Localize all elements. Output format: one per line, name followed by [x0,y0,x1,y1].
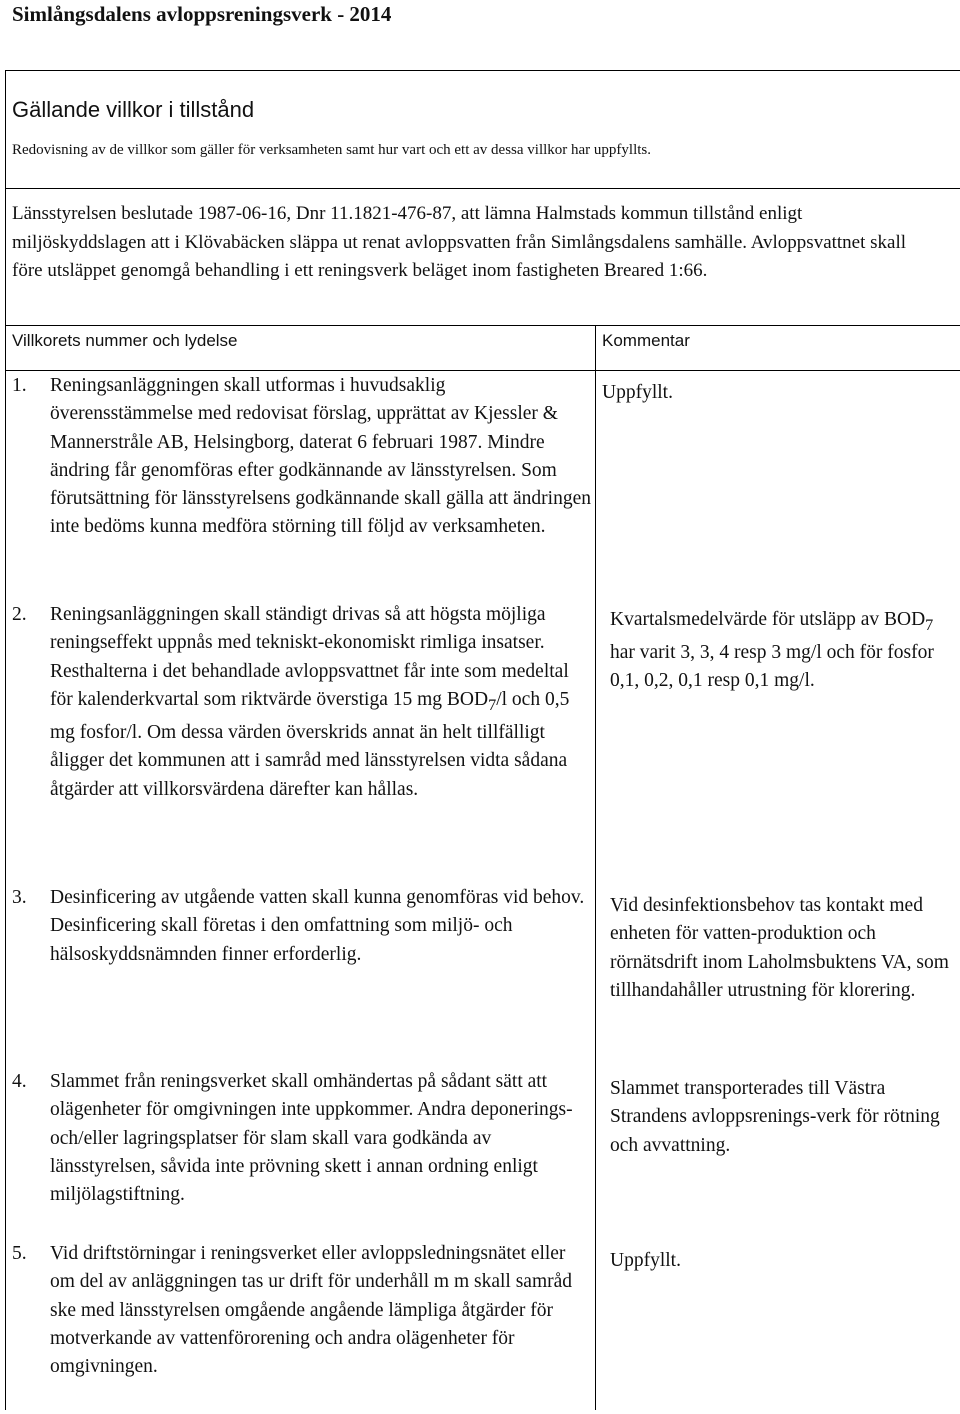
condition-4 [12,1068,592,1209]
comment-2 [610,606,955,696]
condition-text: Vid driftstörningar i reningsverket eller avloppsledningsnätet eller om del av anläggningen tas ur drift för underhåll m m skall samråd ske med länsstyrelsen omgående angående lämpliga åtgärder för motverkande av vattenförorening och andra olägenheter för omgivningen. [50,1243,573,1378]
condition-number: 5. [12,1243,27,1264]
condition-number: 1. [12,375,27,396]
comment-4: Slammet transporterades till Västra Strandens avloppsrenings-verk för rötning och avvattning. [610,1078,940,1156]
condition-text: Desinficering av utgående vatten skall kunna genomföras vid behov. Desinficering skall företas i den omfattning som miljö- och hälsoskyddsnämnden finner erforderlig. [50,887,585,965]
column-header-conditions: Villkorets nummer och lydelse [12,331,238,350]
condition-5 [12,1240,592,1381]
table-top-rule [5,325,960,326]
comment-text-part: har varit 3, 3, 4 resp 3 mg/l och för fosfor 0,1, 0,2, 0,1 resp 0,1 mg/l. [610,642,934,692]
table-column-divider [595,325,596,1410]
comment-text-part: Kvartalsmedelvärde för utsläpp av BOD [610,609,926,630]
document-title: Simlångsdalens avloppsreningsverk - 2014 [12,2,392,26]
comment-5: Uppfyllt. [610,1250,681,1271]
condition-text-part: Reningsanläggningen skall ständigt drivas så att högsta möjliga reningseffekt uppnås med tekniskt-ekonomiskt rimliga insatser. Resthalterna i det behandlade avloppsvattnet får inte som medeltal för kalenderkvartal som riktvärde överstiga 15 mg BOD [50,604,569,710]
condition-2 [12,601,592,804]
condition-text [50,601,592,804]
condition-1 [12,372,592,542]
comment-3: Vid desinfektionsbehov tas kontakt med enheten för vatten-produktion och rörnätsdrift inom Laholmsbuktens VA, som tillhandahåller utrustning för klorering. [610,895,949,1001]
subscript: 7 [488,695,497,714]
condition-text-part: /l och 0,5 mg fosfor/l. Om dessa värden överskrids annat än helt tillfälligt åligger det kommunen att i samråd med länsstyrelsen vidta sådana åtgärder att villkorsvärdena därefter kan hållas. [50,688,570,800]
section-subtitle: Redovisning av de villkor som gäller för verksamheten samt hur vart och ett av dessa villkor har uppfyllts. [12,142,652,158]
condition-number: 4. [12,1071,27,1092]
section-heading: Gällande villkor i tillstånd [12,97,255,122]
condition-text: Reningsanläggningen skall utformas i huvudsaklig överensstämmelse med redovisat förslag, upprättat av Kjessler & Mannerstråle AB, Helsingborg, daterat 6 februari 1987. Mindre ändring får genomföras efter godkännande av länsstyrelsen. Som förutsättning för länsstyrelsens godkännande skall gälla att ändringen inte bedöms kunna medföra störning till följd av verksamheten. [50,375,591,538]
condition-3 [12,884,592,969]
condition-text: Slammet från reningsverket skall omhändertas på sådant sätt att olägenheter för omgivningen inte uppkommer. Andra deponerings- och/eller lagringsplatser för slam skall vara godkända av länsstyrelsen, såvida inte prövning skett i annan ordning enligt miljölagstiftning. [50,1071,573,1206]
column-header-comment: Kommentar [602,331,690,350]
subscript: 7 [925,615,934,634]
comment-1: Uppfyllt. [602,382,673,403]
condition-number: 3. [12,887,27,908]
permit-decision-text: Länsstyrelsen beslutade 1987-06-16, Dnr 11.1821-476-87, att lämna Halmstads kommun tillstånd enligt miljöskyddslagen att i Klövabäcken släppa ut renat avloppsvatten från Simlångsdalens samhälle. Avloppsvattnet skall före utsläppet genomgå behandling i ett reningsverk beläget inom fastigheten Breared 1:66. [12,203,907,281]
frame-top-rule [5,70,960,71]
condition-number: 2. [12,604,27,625]
table-header-rule [5,370,960,371]
section-divider [5,188,960,189]
